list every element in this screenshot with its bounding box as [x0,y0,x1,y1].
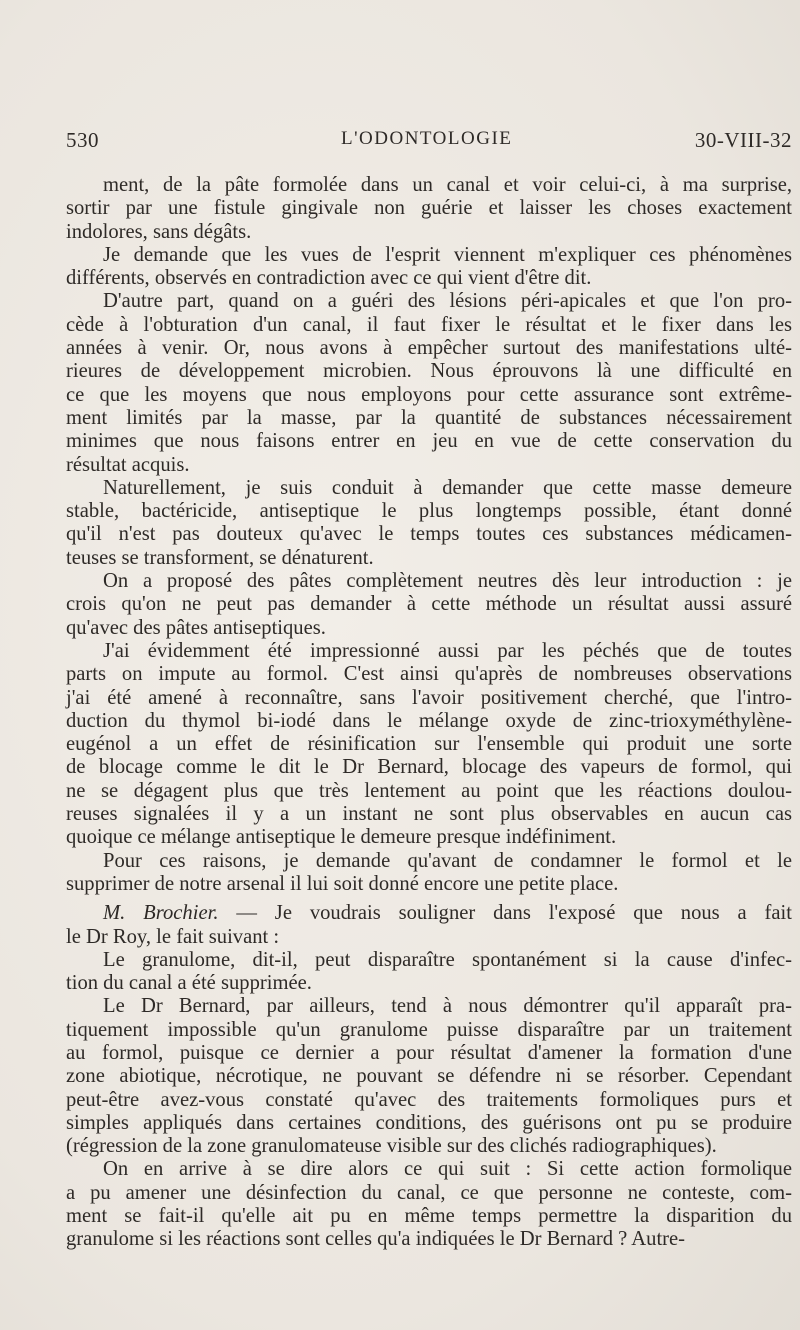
text-line: ce que les moyens que nous employons pour cette assurance sont extrême- [66,383,792,406]
text-line: qu'il n'est pas douteux qu'avec le temps toutes ces substances médicamen- [66,523,792,546]
text-line: simples appliqués dans certaines conditions, des guérisons ont pu se produire [66,1111,792,1134]
text-line: granulome si les réactions sont celles qu'a indiquées le Dr Bernard ? Autre- [66,1228,686,1251]
text-line: supprimer de notre arsenal il lui soit donné encore une petite place. [66,872,619,895]
text-line: Le granulome, dit-il, peut disparaître spontanément si la cause d'infec- [103,948,792,971]
text-line: j'ai été amené à reconnaître, sans l'avoir positivement cherché, que l'intro- [66,686,792,709]
text-line: D'autre part, quand on a guéri des lésions péri-apicales et que l'on pro- [103,290,792,313]
paragraph [66,850,792,897]
text-line: teuses se transforment, se dénaturent. [66,546,374,569]
journal-title: L'ODONTOLOGIE [341,128,513,149]
text-line: On a proposé des pâtes complètement neutres dès leur introduction : je [103,570,792,593]
text-line: rieures de développement microbien. Nous éprouvons là une difficulté en [66,360,792,383]
text-line: de blocage comme le dit le Dr Bernard, blocage des vapeurs de formol, qui [66,756,792,779]
text-line: qu'avec des pâtes antiseptiques. [66,616,326,639]
text-line: différents, observés en contradiction avec ce qui vient d'être dit. [66,267,592,290]
speaker-paragraph [66,902,792,949]
text-line: (régression de la zone granulomateuse visible sur des clichés radiographiques). [66,1135,717,1158]
issue-date: 30-VIII-32 [694,128,792,152]
body-text [66,174,792,1252]
text-line: Le Dr Bernard, par ailleurs, tend à nous démontrer qu'il apparaît pra- [103,995,792,1018]
text-line: reuses signalées il y a un instant ne sont plus observables en aucun cas [66,803,792,826]
paragraph [66,570,792,640]
text-line: Naturellement, je suis conduit à demander que cette masse demeure [103,476,792,499]
text-line: On en arrive à se dire alors ce qui suit : Si cette action formolique [103,1158,792,1181]
text-line: tion du canal a été supprimée. [66,972,312,995]
text-line: peut-être avez-vous constaté qu'avec des traitements formoliques purs et [66,1088,792,1111]
text-line: Pour ces raisons, je demande qu'avant de condamner le formol et le [103,849,792,872]
page-number: 530 [66,128,99,152]
text-line: années à venir. Or, nous avons à empêcher surtout des manifestations ulté- [66,337,792,360]
text-line: quoique ce mélange antiseptique le demeure presque indéfiniment. [66,826,617,849]
text-line: au formol, puisque ce dernier a pour résultat d'amener la formation d'une [66,1041,792,1064]
text-line: ment se fait-il qu'elle ait pu en même temps permettre la disparition du [66,1205,792,1228]
paragraph [66,949,792,996]
text-line: indolores, sans dégâts. [66,220,252,243]
speaker-name: M. Brochier. [103,902,219,925]
paragraph [66,174,792,244]
speaker-text: — Je voudrais souligner dans l'exposé que nous a fait [218,902,793,925]
paragraph [66,477,792,570]
text-line: ment limités par la masse, par la quantité de substances nécessairement [66,406,792,429]
paragraph [66,244,792,291]
paragraph [66,995,792,1158]
text-line: eugénol a un effet de résinification sur l'ensemble qui produit une sorte [66,733,792,756]
paragraph [66,640,792,850]
text-line: parts on impute au formol. C'est ainsi qu'après de nombreuses observations [66,663,792,686]
text-line: Je demande que les vues de l'esprit viennent m'expliquer ces phénomènes [103,243,792,266]
running-header [66,128,792,156]
text-line: ment, de la pâte formolée dans un canal et voir celui-ci, à ma surprise, [103,174,792,196]
text-line: sortir par une fistule gingivale non guérie et laisser les choses exactement [66,197,792,220]
paragraph [66,290,792,476]
text-line: cède à l'obturation d'un canal, il faut fixer le résultat et le fixer dans les [66,313,792,336]
text-line: zone abiotique, nécrotique, ne pouvant se défendre ni se résorber. Cependant [66,1065,792,1088]
text-line: minimes que nous faisons entrer en jeu en vue de cette conservation du [66,430,792,453]
text-line: tiquement impossible qu'un granulome puisse disparaître par un traitement [66,1018,792,1041]
text-line: duction du thymol bi-iodé dans le mélange oxyde de zinc-trioxyméthylène- [66,709,792,732]
text-line: a pu amener une désinfection du canal, ce que personne ne conteste, com- [66,1181,792,1204]
paragraph [66,1158,792,1251]
text-line: J'ai évidemment été impressionné aussi par les péchés que de toutes [103,639,792,662]
text-line: crois qu'on ne peut pas demander à cette méthode un résultat aussi assuré [66,593,792,616]
text-line [66,902,792,925]
text-line: ne se dégagent plus que très lentement au point que les réactions doulou- [66,779,792,802]
text-line: stable, bactéricide, antiseptique le plus longtemps possible, étant donné [66,500,792,523]
text-line: résultat acquis. [66,453,190,476]
text-line: le Dr Roy, le fait suivant : [66,925,280,948]
